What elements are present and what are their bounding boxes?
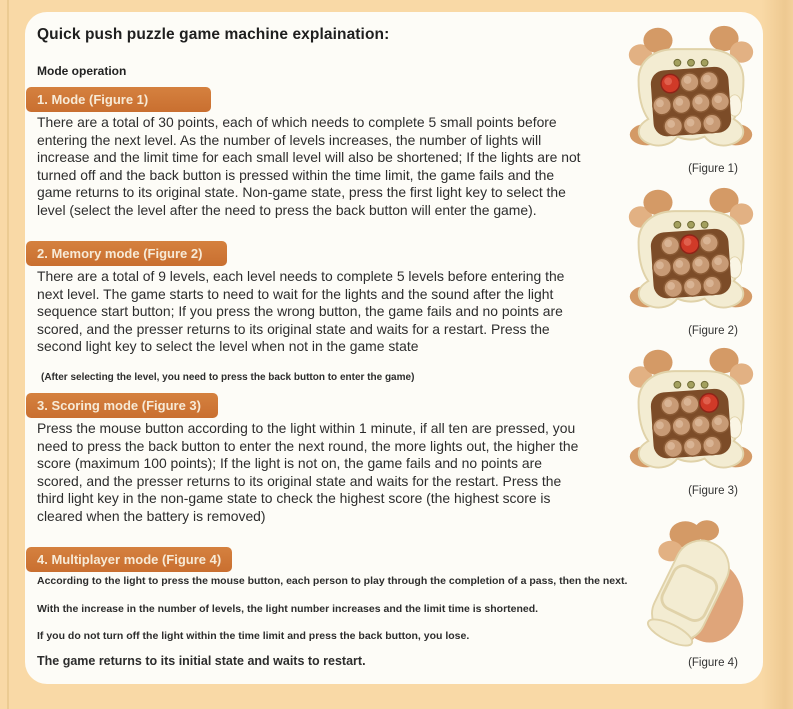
- figure-1: [611, 20, 771, 175]
- section-4-line-2: With the increase in the number of levels, the light number increases and the limit time is shortened.: [37, 603, 539, 615]
- section-3-heading: 3. Scoring mode (Figure 3): [26, 393, 218, 418]
- figure-3-device-illustration: [611, 342, 771, 483]
- left-edge-line: [7, 0, 9, 709]
- page-title: Quick push puzzle game machine explaination:: [37, 26, 390, 43]
- figure-2-device-illustration: [611, 182, 771, 323]
- section-3-body: Press the mouse button according to the light within 1 minute, if all ten are pressed, you need to press the back button to enter the next round, the more lights out, the higher the score (maximum 100 points); If the light is not on, the game fails and no points are scored, and the presser returns to its original state and waits for the restart. Press the third light key in the non-game state to check the highest score (the highest score is cleared when the battery is removed): [37, 420, 579, 524]
- section-4-closing: The game returns to its initial state and waits to restart.: [37, 654, 366, 668]
- section-2-note: (After selecting the level, you need to press the back button to enter the game): [41, 372, 415, 383]
- section-4-heading: 4. Multiplayer mode (Figure 4): [26, 547, 232, 572]
- figure-1-caption: (Figure 1): [688, 163, 738, 175]
- figure-4-device-illustration: [611, 510, 771, 655]
- section-2-body: There are a total of 9 levels, each level needs to complete 5 levels before entering the next level. The game starts to need to wait for the lights and the sound after the light sequence start button; If you press the wrong button, the game fails and no points are scored, and the presser returns to its original state and waits for a restart. Press the second light key to select the level when not in the game state: [37, 268, 565, 355]
- figure-3: [611, 342, 771, 497]
- figure-4-caption: (Figure 4): [688, 657, 738, 669]
- figure-2-caption: (Figure 2): [688, 325, 738, 337]
- figure-4: [611, 510, 771, 669]
- content-card: [25, 12, 763, 684]
- section-4-line-1: According to the light to press the mouse button, each person to play through the completion of a pass, then the next.: [37, 575, 628, 587]
- section-1-heading: 1. Mode (Figure 1): [26, 87, 211, 112]
- figure-1-device-illustration: [611, 20, 771, 161]
- figure-3-caption: (Figure 3): [688, 485, 738, 497]
- section-1-body: There are a total of 30 points, each of which needs to complete 5 small points before entering the next level. As the number of levels increases, the number of lights will increase and the limit time for each small level will also be shortened; If the lights are not turned off and the back button is pressed within the time limit, the game fails and the game returns to its original state. Non-game state, press the first light key to select the level (select the level after the need to press the back button will enter the game).: [37, 114, 581, 218]
- section-2-heading: 2. Memory mode (Figure 2): [26, 241, 227, 266]
- mode-operation-label: Mode operation: [37, 64, 127, 78]
- section-4-line-3: If you do not turn off the light within the time limit and press the back button, you lose.: [37, 630, 470, 642]
- figure-2: [611, 182, 771, 337]
